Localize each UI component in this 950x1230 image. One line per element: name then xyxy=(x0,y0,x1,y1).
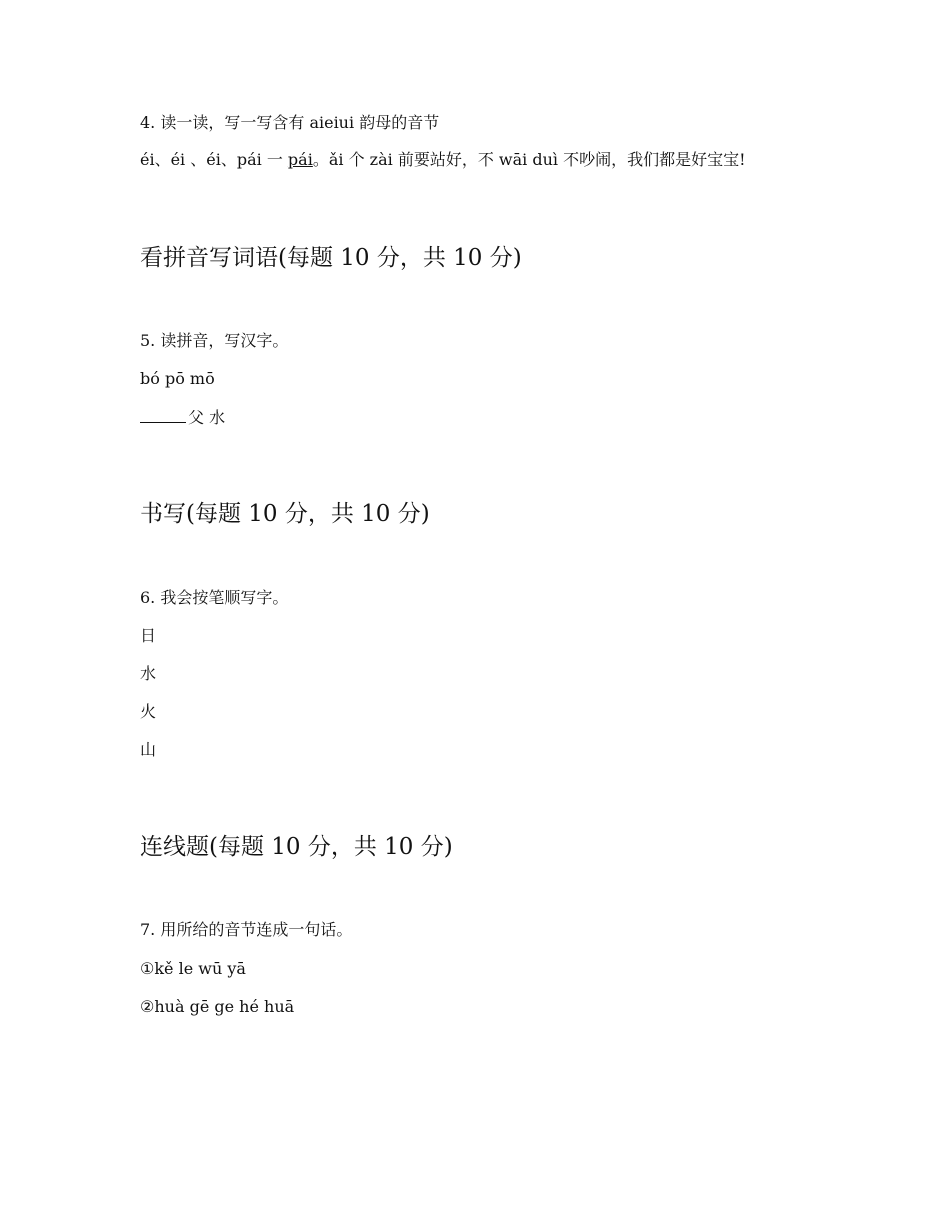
question-5-answer-rest: 父 水 xyxy=(188,408,226,427)
question-7-item: ①kě le wū yā xyxy=(140,959,246,978)
question-4-text-after: 。ǎi 个 zài 前要站好，不 wāi duì 不吵闹，我们都是好宝宝! xyxy=(312,150,746,169)
question-4-text xyxy=(140,148,820,172)
question-6-char: 山 xyxy=(140,740,157,759)
question-5-pinyin: bó pō mō xyxy=(140,369,215,388)
question-4-text-before: éi、éi 、éi、pái 一 xyxy=(140,150,288,169)
question-6-char: 日 xyxy=(140,626,157,645)
section-title-matching: 连线题(每题 10 分，共 10 分) xyxy=(140,834,453,860)
question-7-prompt: 7. 用所给的音节连成一句话。 xyxy=(140,920,353,939)
question-4-underlined-syllable: pái xyxy=(287,150,313,169)
section-title-pinyin: 看拼音写词语(每题 10 分，共 10 分) xyxy=(140,245,522,271)
answer-blank[interactable] xyxy=(140,407,186,423)
question-6-char: 水 xyxy=(140,664,157,683)
question-7-item: ②huà gē ge hé huā xyxy=(140,997,295,1016)
question-6-prompt: 6. 我会按笔顺写字。 xyxy=(140,588,289,607)
question-5-prompt: 5. 读拼音，写汉字。 xyxy=(140,331,289,350)
section-title-writing: 书写(每题 10 分，共 10 分) xyxy=(140,501,430,527)
question-6-char: 火 xyxy=(140,702,157,721)
question-5-answer-row xyxy=(140,406,820,430)
question-4-prompt: 4. 读一读，写一写含有 aieiui 韵母的音节 xyxy=(140,113,440,132)
